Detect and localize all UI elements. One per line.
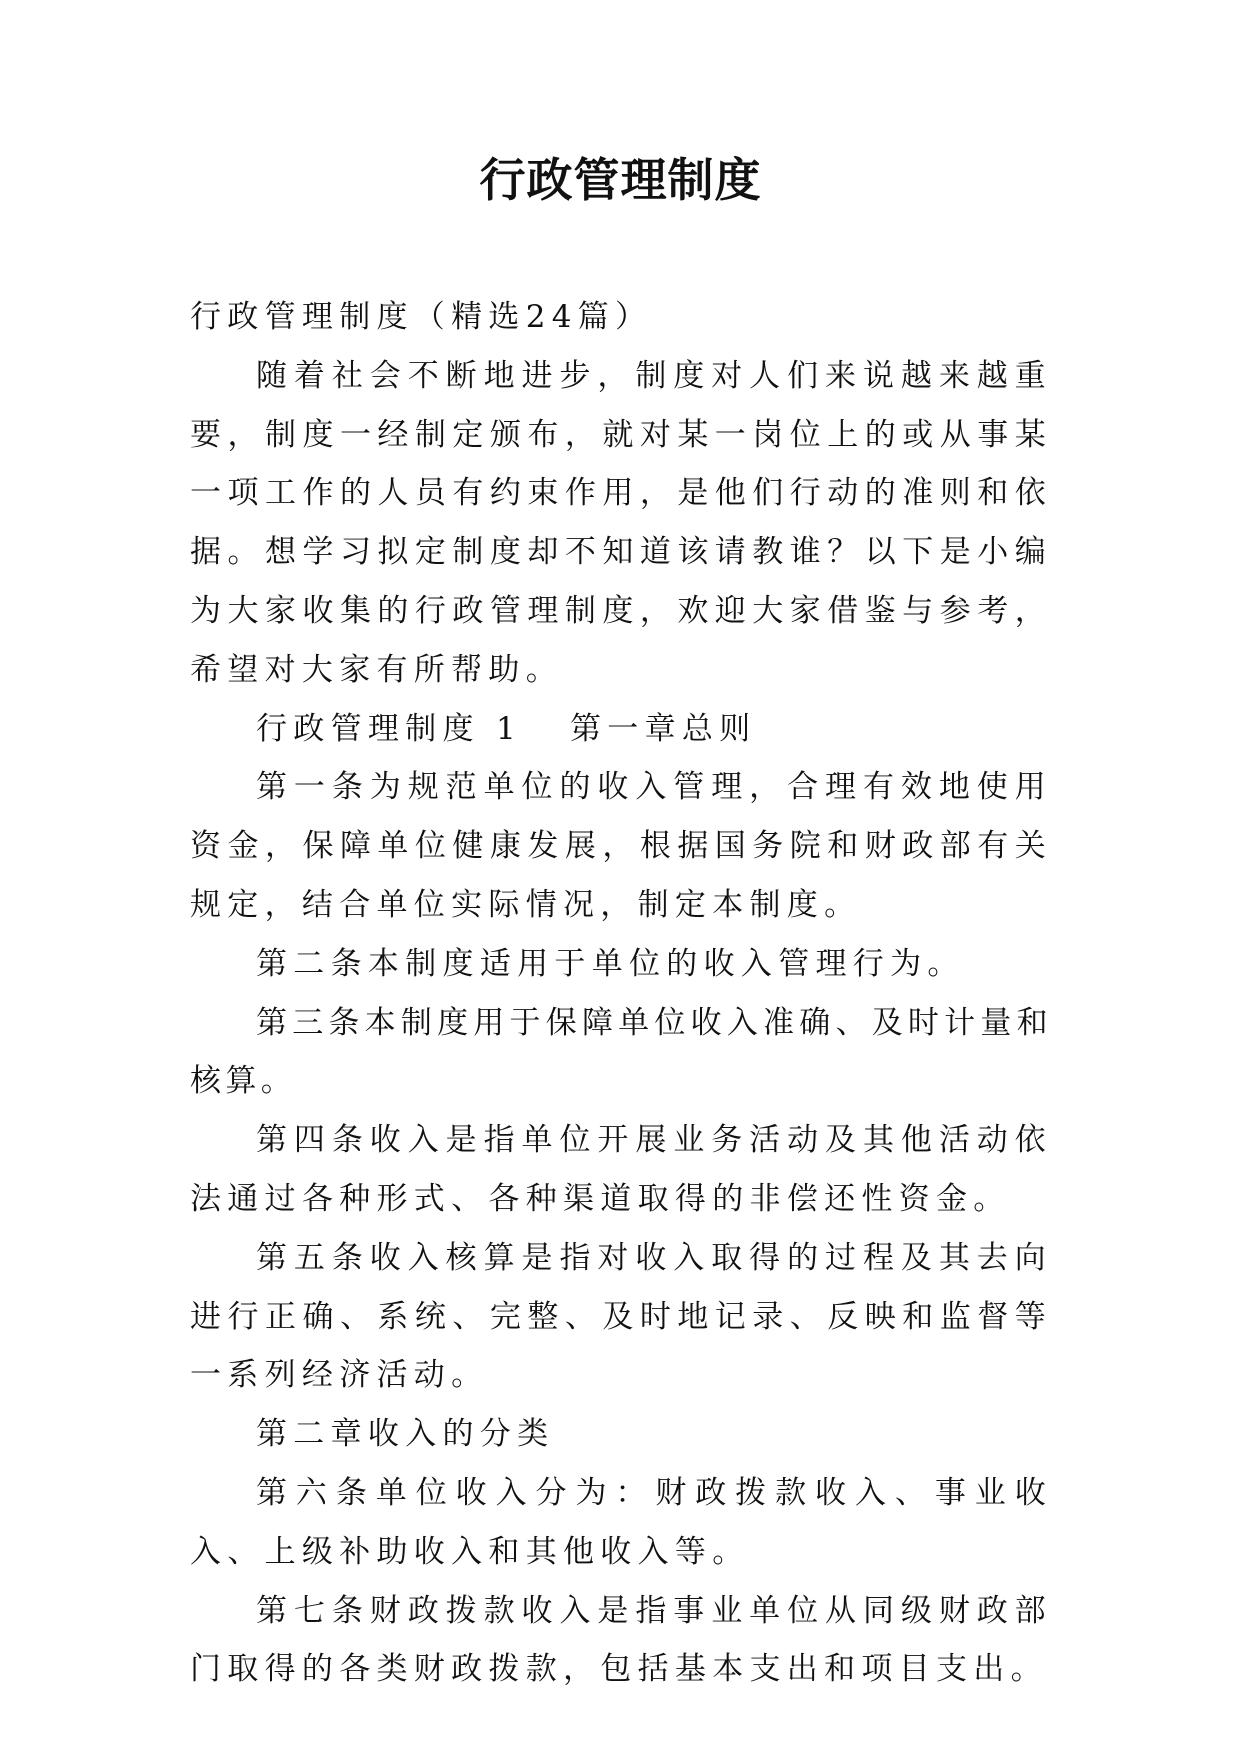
article-paragraph: 第一条为规范单位的收入管理，合理有效地使用资金，保障单位健康发展，根据国务院和财政部有关规定，结合单位实际情况，制定本制度。 <box>190 769 1052 923</box>
article-paragraph: 第五条收入核算是指对收入取得的过程及其去向进行正确、系统、完整、及时地记录、反映和监督等一系列经济活动。 <box>190 1239 1052 1394</box>
chapter-heading-2: 第二章收入的分类 <box>256 1416 555 1453</box>
article-paragraph: 第二条本制度适用于单位的收入管理行为。 <box>256 945 965 982</box>
document-body <box>190 288 1052 1699</box>
section-heading-line <box>190 700 1052 759</box>
section-title: 行政管理制度 1 <box>256 710 522 747</box>
article-paragraph: 第三条本制度用于保障单位收入准确、及时计量和核算。 <box>190 1004 1052 1100</box>
intro-paragraph: 随着社会不断地进步，制度对人们来说越来越重要，制度一经制定颁布，就对某一岗位上的或从事某一项工作的人员有约束作用，是他们行动的准则和依据。想学习拟定制度却不知道该请教谁？以下是小编为大家收集的行政管理制度，欢迎大家借鉴与参考，希望对大家有所帮助。 <box>190 357 1052 688</box>
document-title: 行政管理制度 <box>479 153 762 207</box>
article-paragraph: 第七条财政拨款收入是指事业单位从同级财政部门取得的各类财政拨款，包括基本支出和项目支出。 <box>190 1592 1052 1688</box>
document-subtitle: 行政管理制度（精选24篇） <box>190 299 653 335</box>
article-paragraph: 第四条收入是指单位开展业务活动及其他活动依法通过各种形式、各种渠道取得的非偿还性资金。 <box>190 1122 1052 1217</box>
chapter-heading-1: 第一章总则 <box>569 710 757 747</box>
article-paragraph: 第六条单位收入分为：财政拨款收入、事业收入、上级补助收入和其他收入等。 <box>190 1474 1052 1570</box>
